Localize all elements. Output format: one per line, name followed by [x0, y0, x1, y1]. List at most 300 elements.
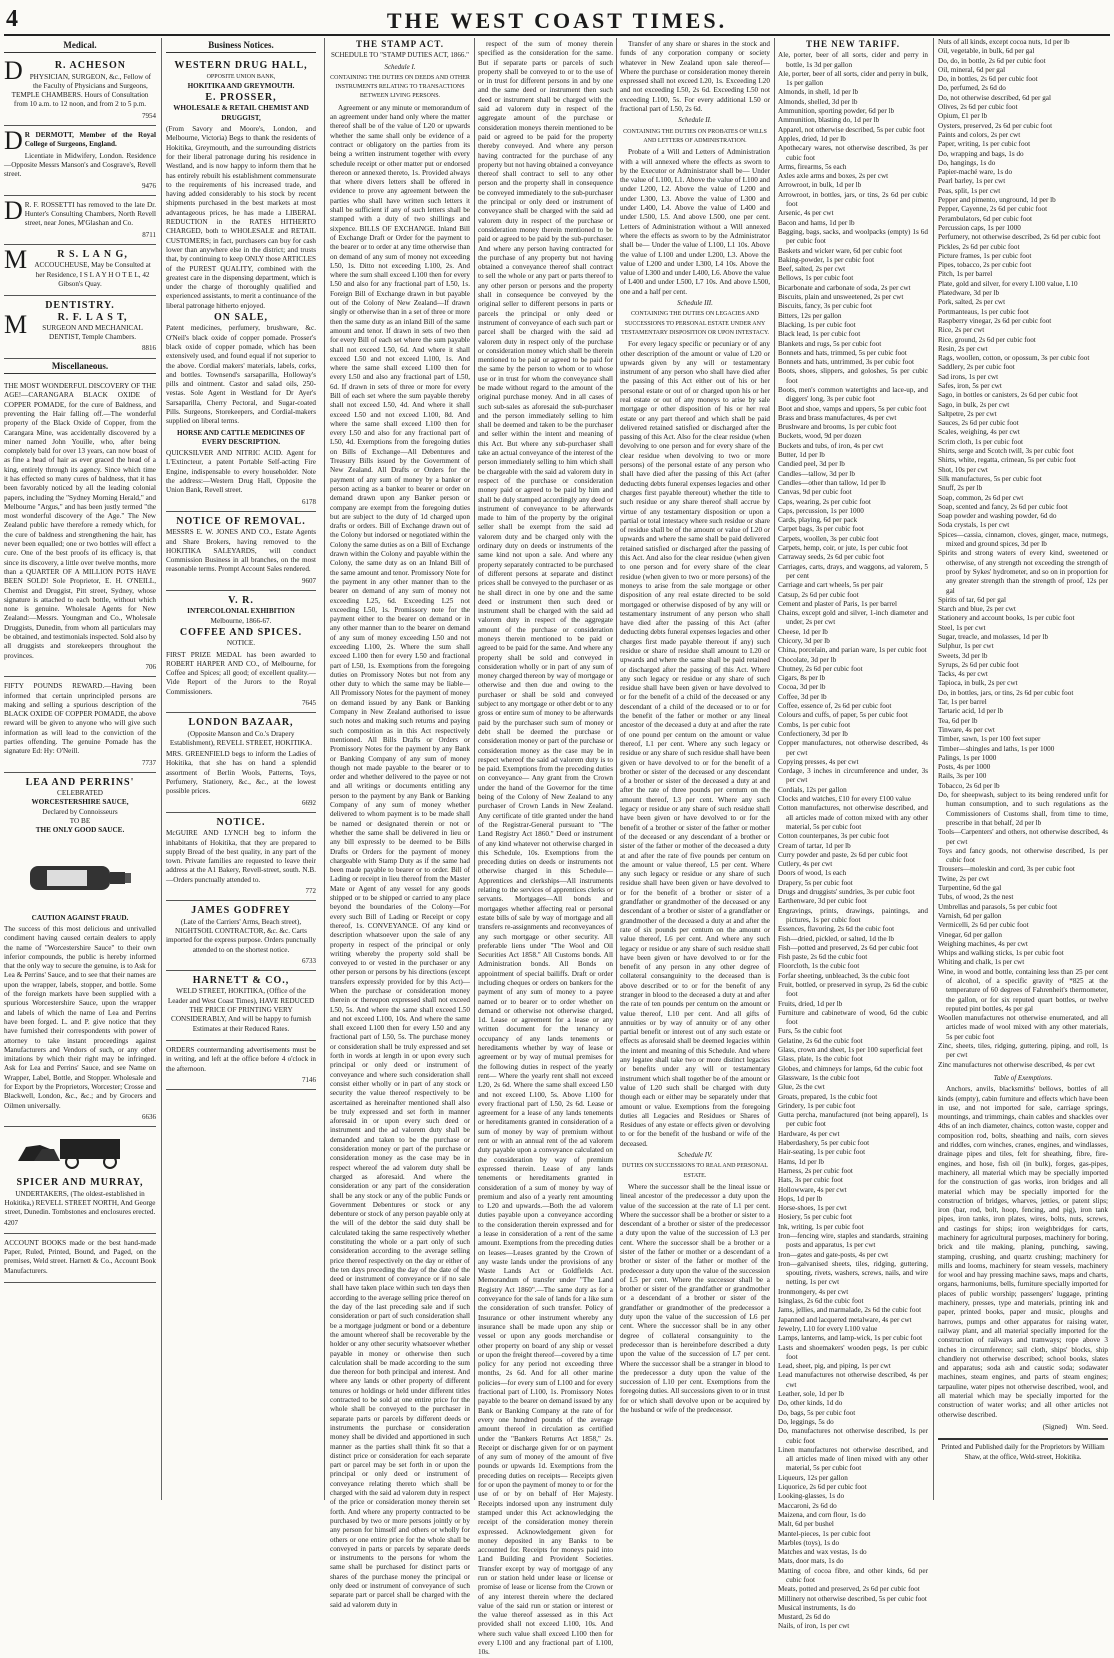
tariff-item: Hardware, 4s per cwt	[778, 1129, 840, 1138]
tariff-item: Tubs, of wood, 2s the nest	[938, 893, 1014, 902]
column-new-tariff	[778, 38, 928, 1631]
ad-title: NOTICE OF REMOVAL.	[176, 515, 306, 527]
tariff-item: Do, wrapping and bags, 1s do	[938, 149, 1024, 158]
tariff-item: Forfar sheeting, unbleached, 3s the cubic foot	[778, 971, 910, 980]
tariff-item: Twine, 2s per cwt	[938, 874, 989, 883]
tariff-item: Soap powder and washing powder, 6d do	[938, 512, 1057, 521]
tariff-item: Pearl barley, 1s per cwt	[938, 177, 1006, 186]
ad-subtitle: Declared by Connoisseurs	[42, 807, 118, 816]
tariff-item: Rice, ground, 2s 6d per cubic foot	[938, 335, 1036, 344]
tariff-item: Carriage and cart wheels, 5s per pair	[778, 581, 884, 590]
tariff-item: Perambulators, 6d per cubic foot	[938, 214, 1033, 223]
column-rule	[161, 38, 162, 1500]
tariff-item: Catsup, 2s 6d per cubic foot	[778, 590, 859, 599]
tariff-item: Bacon and hams, 1d per lb	[778, 218, 855, 227]
tariff-item: Do, not otherwise described, 6d per gal	[938, 93, 1051, 102]
tariff-item: Brushware and brooms, 1s per cubic foot	[778, 423, 897, 432]
ad-body: UNDERTAKERS, (The oldest-established in Hokitika,) REVELL STREET NORTH, And George street, Dunedin. Tombstones and enclosures erected.	[4, 1189, 156, 1217]
tariff-item: Buckets, wood, 9d per dozen	[778, 432, 862, 441]
tariff-item: Fruit, bottled, or preserved in syrup, 2s 6d the cubic foot	[778, 980, 928, 999]
tariff-item: Fish—dried, pickled, or salted, 1d the lb	[778, 934, 894, 943]
tariff-item: Ale, porter, beer of all sorts, cider and perry in bottle, 1s 3d per gallon	[778, 51, 928, 69]
tariff-item: Apparel, not otherwise described, 5s per cubic foot	[778, 125, 925, 134]
tariff-item: Carpet bags, 3s per cubic foot	[778, 525, 864, 534]
tariff-item: Perfumery, not otherwise described, 2s 6d per cubic foot	[938, 233, 1101, 242]
tariff-item: Cocoa, 3d per lb	[778, 683, 826, 692]
tariff-item: Do, perfumed, 2s 6d do	[938, 84, 1006, 93]
tariff-item: Bitters, 12s per gallon	[778, 311, 842, 320]
horse-heading: HORSE AND CATTLE MEDICINES OF EVERY DESCRIPTION.	[176, 428, 306, 446]
newspaper-title: THE WEST COAST TIMES.	[386, 8, 728, 33]
tariff-item: Carpets, hemp, coir, or jute, 1s per cubic foot	[778, 544, 908, 553]
ad-body: (Late of the Carriers' Arms, Beach street), NIGHTSOIL CONTRACTOR, &c. &c. Carts imported for the express purpose. Orders punctually attended to on the shortest notice.	[166, 917, 316, 954]
ad-title: V. R.	[228, 595, 254, 607]
tariff-item: Chocolate, 3d per lb	[778, 655, 837, 664]
tariff-item: Carpets, woollen, 3s per cubic foot	[778, 534, 879, 543]
tariff-item: Ammunition, sporting powder, 6d per lb	[778, 107, 895, 116]
tariff-item: Glass, crown and sheet, 1s per 100 superficial feet	[778, 1046, 923, 1055]
ad-body: MESSRS E. W. JONES AND CO., Estate Agents and Share Brokers, having removed to the HOKITIKA SALEYARDS, will conduct Commission Business in all branches, on the most reasonable terms. Prompt Account Sales rendered.	[166, 528, 316, 574]
tariff-item: Turpentine, 6d the gal	[938, 884, 1002, 893]
ad-subtitle: NOTICE.	[226, 639, 256, 648]
tariff-item: Fish—potted and preserved, 2s 6d per cubic foot	[778, 943, 919, 952]
tariff-item: Weighing machines, 4s per cwt	[938, 939, 1028, 948]
tariff-item: Toys and fancy goods, not otherwise described, 1s per cubic foot	[938, 846, 1108, 865]
ad-godfrey	[166, 901, 316, 971]
ad-notice-of-removal	[166, 512, 316, 591]
ad-mcguire-lynch	[166, 813, 316, 901]
tariff-item: Spices—cassia, cinnamon, cloves, ginger, mace, nutmegs, mixed and ground spices, 3d per lb	[938, 530, 1108, 549]
ad-body: (Opposite Manson and Co.'s Drapery Establishment), REVELL STREET, HOKITIKA.	[169, 729, 313, 747]
tariff-item: Safes, iron, 5s per cwt	[938, 381, 1002, 390]
ad-body: (From Savory and Moore's, London, and Melbourne, Victoria) Begs to thank the residents of Hokitika, Greymouth, and the surrounding districts for their liberal patronage during his residence in Westland, and is now happy to inform them that he has entirely rebuilt his establishment commensurate to the requirements of his increased trade, and having added considerably to his stock by recent shipments purchased in the best markets at most advantageous prices, he has made a LIBERAL REDUCTION in the RATES HITHERTO CHARGED, both to WHOLESALE and RETAIL CUSTOMERS; in fact, purchasers can buy for cash lower than anywhere else in the district; and trusts that, by continuing to keep ONLY those ARTICLES of the PUREST QUALITY, combined with the greatest care in the dispensing department, which is under the charge of thoroughly qualified and experienced assistants, to merit a continuance of the liberal patronage hitherto enjoyed.	[166, 125, 316, 310]
tariff-item: Lead manufactures not otherwise described, 4s per cwt	[778, 1371, 928, 1389]
tariff-item: Umbrellas and parasols, 5s per cubic foot	[938, 902, 1058, 911]
tariff-item: Candles—other than tallow, 1d per lb	[778, 478, 886, 487]
ad-london-bazaar	[166, 713, 316, 813]
tariff-item: Scrim cloth, 1s per cubic foot	[938, 437, 1024, 446]
tariff-item: Sago, in bottles or canisters, 2s 6d per cubic foot	[938, 391, 1078, 400]
ad-title: SPICER AND MURRAY,	[16, 1177, 144, 1189]
ad-subtitle: HOKITIKA AND GREYMOUTH.	[187, 81, 295, 90]
tariff-item: Palings, 1s per 1000	[938, 753, 997, 762]
ad-subtitle: TO BE	[69, 817, 91, 826]
ad-dermott	[4, 126, 156, 196]
ad-title: R. F. L A S T,	[57, 311, 128, 323]
column-rule	[933, 38, 934, 1500]
tariff-item: Pork, salted, 2s per cwt	[938, 298, 1006, 307]
ad-code: 772	[305, 887, 316, 896]
tariff-item: Sweets, 3d per lb	[938, 651, 988, 660]
tariff-item: Tartaric acid, 1d per lb	[938, 707, 1004, 716]
tariff-item: Bagging, bags, sacks, and woolpacks (empty) 1s 6d per cubic foot	[778, 227, 928, 246]
tariff-item: Papier-maché ware, 1s do	[938, 168, 1013, 177]
tariff-item: Beef, salted, 2s per cwt	[778, 265, 846, 274]
tariff-item: Saltpetre, 2s per cwt	[938, 409, 997, 418]
tariff-item: Carraway seeds, 2s 6d per cubic foot	[778, 553, 884, 562]
ad-code: 9476	[142, 181, 156, 190]
tariff-item: Baskets and wicker ware, 6d per cubic foot	[778, 246, 903, 255]
ad-rossetti	[4, 196, 156, 245]
tariff-item: Grindery, 1s per cubic foot	[778, 1101, 856, 1110]
tariff-item: Copying presses, 4s per cwt	[778, 757, 859, 766]
page-number: 4	[6, 6, 18, 32]
article-body: Probate of a Will and Letters of Administration with a will annexed where the effects as sworn to by the Executor or Administrator shall be— Under the value of L100, L1. Above the value of L100 and under L200, L2. Above the value of L200 and under L300, L3. Above the value of L300 and under L400, L4. Above the value of L400 and under L500, L5. And above L500, one per cent. Letters of Administration without a Will annexed where the effects as sworn to by the Administrator shall be— Under the value of L100, L1 10s. Above the value of L100 and under L200, L3. Above the value of L200 and under L300, L4 10s. Above the value of L300 and under L400, L6. Above the value of L400 and under L500, L7 10s. And above L500, one and a half per cent.	[620, 148, 770, 296]
tariff-item: Cream of tartar, 1d per lb	[778, 841, 851, 850]
ad-lang	[4, 245, 156, 296]
tariff-item: Canvas, 9d per cubic foot	[778, 488, 852, 497]
column-schedules	[620, 38, 770, 1500]
ad-body: WELD STREET, HOKITIKA, (Office of the Leader and West Coast Times), HAVE REDUCED THE PRICE OF PRINTING VERY CONSIDERABLY, And will be happy to furnish Estimates at their Reduced Rates.	[167, 987, 315, 1033]
drop-cap: M	[4, 309, 28, 339]
tariff-item: Whiting and chalk, 1s per cwt	[938, 958, 1025, 967]
tariff-item: Cheese, 1d per lb	[778, 627, 828, 636]
ad-subtitle: WORCESTERSHIRE SAUCE,	[31, 798, 129, 807]
ad-body: MRS. GREENFIELD begs to inform the Ladies of Hokitika, that she has on hand a splendid assortment of Berlin Wools, Patterns, Toys, Perfumery, Stationery, &c., &c., at the lowest possible prices.	[166, 750, 316, 796]
tariff-item: Candles—tallow, 3d per lb	[778, 469, 855, 478]
ad-body: ACCOUCHEUSE, May be Consulted at her Residence, I S L A Y H O T E L, 42 Gibson's Quay.	[34, 261, 151, 288]
tariff-item: Scales, weighing, 4s per cwt	[938, 428, 1020, 437]
tariff-item: Lead, sheet, pig, and piping, 1s per cwt	[778, 1362, 891, 1371]
tariff-item: Cotton counterpanes, 3s per cubic foot	[778, 832, 889, 841]
tariff-item: Tea, 6d per lb	[938, 716, 978, 725]
column-business-notices	[166, 38, 316, 1500]
tariff-item: Drugs and druggists' sundries, 3s per cubic foot	[778, 888, 915, 897]
tariff-item: Sugar, treacle, and molasses, 1d per lb	[938, 633, 1049, 641]
ad-body: FIFTY POUNDS REWARD.—Having been informed that certain unprincipled persons are making and selling a spurious description of the BLACK OXIDE OF COPPER POMADE, the above reward will be given to anyone who will give such information as will lead to the conviction of the parties offending. The genuine Pomade has the signature Ed: Hy: O'Neill.	[4, 682, 156, 756]
tariff-item: Rags, woollen, cotton, or opossum, 3s per cubic foot	[938, 354, 1090, 363]
ad-account-books	[4, 1234, 156, 1283]
drop-cap: D	[4, 126, 23, 156]
tariff-item: Soap, scented and fancy, 2s 6d per cubic foot	[938, 502, 1068, 511]
tariff-item: Tapioca, in bulk, 2s per cwt	[938, 679, 1018, 688]
section-heading-business: Business Notices.	[166, 38, 316, 53]
tariff-item: Jewelry, L10 for every L100 value	[778, 1324, 878, 1333]
tariff-item: Oil, vegetable, in bulk, 6d per gal	[938, 47, 1035, 56]
tariff-item: Biscuits, fancy, 3s per cubic foot	[778, 302, 872, 311]
tariff-item: Cards, playing, 6d per pack	[778, 516, 858, 525]
column-medical	[4, 38, 156, 1500]
tariff-item: Matches and wax vestas, 1s do	[778, 1548, 867, 1557]
tariff-item: Syrups, 2s 6d per cubic foot	[938, 660, 1019, 669]
tariff-item: Cordage, 3 inches in circumference and under, 3s per cwt	[778, 767, 928, 785]
ad-code: 706	[145, 662, 156, 671]
tariff-item: Picture frames, 1s per cubic foot	[938, 251, 1032, 260]
ad-pomade	[4, 377, 156, 677]
ad-subtitle: OPPOSITE UNION BANK,	[206, 73, 276, 80]
tariff-item: Marbles (toys), 1s do	[778, 1538, 840, 1547]
tariff-item: Brass and brass manufactures, 4s per cwt	[778, 413, 897, 422]
tariff-item: Curry powder and paste, 2s 6d per cubic foot	[778, 850, 908, 859]
tariff-item: Isinglass, 2s 6d the cubic foot	[778, 1297, 864, 1306]
tariff-item: Bonnets and hats, trimmed, 5s per cubic foot	[778, 348, 907, 357]
ad-lea-perrins	[4, 773, 156, 1127]
tariff-item: Hats, 3s per cubic foot	[778, 1176, 843, 1185]
tariff-item: Matting of cocoa fibre, and other kinds, 6d per cubic foot	[778, 1566, 928, 1584]
ad-title: WESTERN DRUG HALL,	[174, 60, 308, 72]
ad-title: COFFEE AND SPICES.	[179, 626, 303, 638]
tariff-item: Sago, in bulk, 2s per cwt	[938, 400, 1010, 409]
ad-body: ORDERS countermanding advertisements must be in writing, and left at the office before 4 o'clock in the afternoon.	[166, 1045, 316, 1073]
tariff-item: Oysters, preserved, 2s 6d per cubic foot	[938, 121, 1053, 130]
tariff-item: Mustard, 2s 6d do	[778, 1613, 830, 1622]
sauce-bottle-illustration	[25, 840, 135, 910]
ad-body: Licentiate in Midwifery, London. Residence—Opposite Messrs Manson's and Cosgrave's, Revell street.	[4, 151, 156, 179]
tariff-item: Tinware, 4s per cwt	[938, 725, 995, 734]
article-body: respect of the sum of money therein specified as the consideration for the same. But if separate parts or parcels of such property shall be conveyed to or to the use of or in trust for different persons in and by one and the same deed or instrument then such deed or instrument shall be charged with the said ad valorem duty in respect of the aggregate amount of the purchase or consideration moneys therein mentioned to be paid or agreed to be paid for the property thereby conveyed. And where any person having contracted for the purchase of any property but not having obtained a conveyance thereof shall contract to sell to any other person and the property shall in consequence be conveyed immediately to the sub-purchaser the principal or only deed or instrument of conveyance shall be charged with the said ad valorem duty in respect of the purchase or consideration money therein mentioned to be paid or agreed to be paid by the sub-purchaser. And where any person having contracted for the purchase of any property but not having obtained a conveyance thereof shall contract to sell the whole or any part or parts thereof to any other person or persons and the property shall in consequence be conveyed by the original seller to different persons in parts or parcels the principal or only deed or instrument of conveyance of each such part or parcel shall be charged with the said ad valorem duty in respect only of the purchase or consideration money which shall be therein mentioned to be paid or agreed to be paid for the same by the person to whom or to whose use or in trust for whom the conveyance shall be made without regard to the amount of the original purchase money. And in all cases of such sub-sales as aforesaid the sub-purchaser and the person immediately selling to him shall be deemed and taken to be the purchaser and seller within the intent and meaning of this Act. But where any sub-purchaser shall take an actual conveyance of the interest of the person immediately selling to him which shall be chargeable with the said ad valorem duty in respect of the purchase or consideration money paid or agreed to be paid by him and shall be duly stamped accordingly any deed or instrument of conveyance to be afterwards made to him of the property by the original seller shall be exempt from the said ad valorem duty and be charged only with the ordinary duty on deeds or instruments of the same kind not upon a sale. And where any property separately contracted to be purchased of different persons at separate and distinct prices shall be conveyed to the purchaser or as he shall direct in one by one and the same deed or instrument then such deed or instrument shall be charged with the said ad valorem duty in respect of the aggregate amount of the purchase or consideration moneys therein mentioned to be paid or agreed to be paid for the same. And where any property shall be sold and conveyed in consideration wholly or in part of any sum of money charged thereon by way of mortgage or otherwise and then due and owing to the purchaser or shall be sold and conveyed subject to any mortgage or other debt or to any gross or entire sum of money to be afterwards paid by the purchaser such sum of money or debt shall be deemed the purchase or consideration money or part of the purchase or consideration money as the case may be in respect whereof the said ad valorem duty is to be paid. Exemptions from the preceding duties on conveyance— Any grant from the Crown under the hand of the Governor for the time being of the Colony of New Zealand to any purchaser of Crown Lands in New Zealand. Any certificate of title granted under the hand of the Registrar-General pursuant to "The Land Registry Act 1860." Deed or instrument of any kind whatever not otherwise charged in this Schedule, 10s. Exemptions from the preceding duties on deeds or instruments not otherwise charged in this Schedule— Apprentices and clerkships—All instruments relating to the services of apprentices clerks or servants. Mortgages—All bonds and mortgages whether affecting real or personal estate bills of sale by way of mortgage and all transfers re-assignments and reconveyances of any such mortgage or other security. All preferable liens under "The Wool and Oil Securities Act 1858." All Customs bonds. All Administration bonds. All Bonds on appointment of special bailiffs. Draft or order including cheques or orders on bankers for the payment of any sum of money to a payee named or to bearer or to order whether on demand or otherwise not otherwise charged, 1d. Lease or agreement for a lease or any written document for the tenancy or occupancy of any lands tenements or hereditaments whether by way of lease or agreement or by way of mutual premises for the following duties in respect of the yearly rent— Where the yearly rent shall not exceed L20, 2s 6d. Where the same shall exceed L50 and not exceed L100, 5s. Above L100 for every fractional part of L50, 2s 6d. Lease or agreement for a lease of any lands tenements or hereditaments granted in consideration of a sum of money by way of premium without rent or with an annual rent of the ad valorem duty payable upon a conveyance calculated on the consideration by way of premium expressed therein. Lease of any lands tenements or hereditaments granted in consideration of a sum of money by way of premium and also of a yearly rent amounting to L20 and upwards.—Both the ad valorem duties payable upon a conveyance according to the consideration therein expressed and for a lease in consideration of a rent of the same amount. Exemptions from the preceding duties on leases—Leases granted by the Crown of any waste lands under the provisions of any Waste Lands Act or Goldfields Act. Memorandum of transfer under "The Land Registry Act 1860".—The same duty as for a conveyance for the sale of lands for a like sum the consideration of such transfer. Policy of Insurance or other instrument whereby any insurance shall be made upon any ship or vessel or upon any goods merchandise or other property on board of any ship or vessel or upon the freight thereof—covered by a time policy for any period not exceeding three months, 2s 6d. And for all other marine policies—for every sum of L100 and for every fractional part of L100, 1s. Promissory Notes payable to the bearer on demand issued by any Bank or Banking Company at the rate of for every one hundred pounds of the average amount thereof in circulation as certified under the "Bankers Returns Act 1858," 2s. Receipt or discharge given for or on payment of any sum of money of the amount of five pounds or upwards 1d. Exemptions from the preceding duties on receipts— Receipts given for or upon the payment of money to or for the use of or by on behalf of Her Majesty. Receipts indorsed upon any instrument duly stamped under this Act acknowledging the receipt of the consideration money therein expressed. Acknowledgement given for money deposited in any Banks to be accounted for. Receipts for moneys paid into Land Building and Provident Societies. Transfer except by way of mortgage of any run or station held under lease or license or promise of lease or license from the Crown or of any interest therein where the declared value of the said run or station or interest or the value thereof assessed as in this Act provided shall not exceed L100, 10s. And where such value shall exceed L100 then for every L100 and any fractional part of L100, 10s.	[478, 40, 613, 1657]
tariff-item: Pepper and pimento, unground, 1d per lb	[938, 196, 1056, 205]
tariff-item: Liquorice, 2s 6d per cubic foot	[778, 1483, 867, 1492]
tariff-item: Do, manufactures not otherwise described, 1s per cubic foot	[778, 1427, 928, 1445]
tariff-item: Pepper, Cayenne, 2s 6d per cubic foot	[938, 205, 1048, 214]
tariff-item: Glass, plate, 1s the cubic foot	[778, 1055, 863, 1064]
tariff-item: Steel, 1s per cwt	[938, 623, 986, 632]
tariff-item: Shot, 10s per cwt	[938, 465, 988, 474]
tariff-item: Arsenic, 4s per cwt	[778, 209, 834, 218]
tariff-item: Glassware, 1s the cubic foot	[778, 1073, 860, 1082]
tariff-item: Doors of wood, 1s each	[778, 869, 847, 878]
tariff-item: Pickles, 2s 6d per cubic foot	[938, 242, 1020, 251]
ad-body: Patent medicines, perfumery, brushware, &c. O'Neil's black oxide of copper pomade. Prosser's black oxide of copper pomade, which has been extensively used, and found equal if not superior to the above. Cordial makers' materials, labels, corks, and bottles. Townsend's sarsaparilla, Holloway's pills and ointment. Castor and salad oils, 250-vestas. Sole Agent in Westland for Dr Ayer's Sarsaparilla, Cherry Pectoral, and Sugar-coated Pills. Surgeons, Storekeepers, and Cordial-makers supplied on liberal terms.	[166, 324, 316, 426]
column-tariff-continued	[938, 38, 1108, 1500]
tariff-item: Pitch, 1s per barrel	[938, 270, 993, 279]
tariff-item: Coffee, 3d per lb	[778, 692, 827, 701]
tariff-item: Blacking, 1s per cubic foot	[778, 320, 856, 329]
tariff-item: Apothecary wares, not otherwise described, 3s per cubic foot	[778, 144, 928, 162]
ad-coffee-spices	[166, 591, 316, 713]
ad-code: 7146	[302, 1075, 316, 1084]
tariff-item: Nuts of all kinds, except cocoa nuts, 1d per lb	[938, 38, 1070, 46]
tariff-item: Linen manufactures not otherwise described, and all articles made of linen mixed with any other material, 5s per cubic foot	[778, 1445, 928, 1473]
ad-subtitle: INTERCOLONIAL EXHIBITION	[187, 607, 295, 616]
tariff-item: Caps, wearing, 2s per cubic foot	[778, 497, 871, 506]
tariff-item: Pipes, tobacco, 2s per cubic foot	[938, 261, 1032, 270]
tariff-item: Combs, 1s per cubic foot	[778, 720, 851, 729]
tariff-item: Resin, 2s per cwt	[938, 344, 988, 353]
tariff-item: Do, other kinds, 1d do	[778, 1399, 843, 1408]
column-stamp-act	[330, 38, 470, 1609]
tariff-item: Woollen manufactures not otherwise enumerated, and all articles made of wool mixed with any other materials, 5s per cubic foot	[938, 1014, 1108, 1041]
tariff-item: Glue, 2s the cwt	[778, 1083, 825, 1092]
tariff-item: Hams, 1d per lb	[778, 1157, 824, 1166]
tariff-item: Saddlery, 2s per cubic foot	[938, 363, 1015, 372]
tariff-item: Hosiery, 5s per cubic foot	[778, 1213, 852, 1222]
tariff-item: Raspberry vinegar, 2s 6d per cubic foot	[938, 316, 1052, 325]
tariff-item: Zinc manufactures not otherwise described, 4s per cwt	[938, 1060, 1095, 1069]
tariff-item: Boots, shoes, slippers, and goloshes, 5s per cubic foot	[778, 367, 928, 385]
tariff-item: Leather, sole, 1d per lb	[778, 1390, 844, 1399]
tariff-item: Black lead, 1s per cubic foot	[778, 330, 861, 339]
tariff-item: Shirts, white, regatta, crimean, 5s per cubic foot	[938, 456, 1076, 465]
tariff-item: Carriages, carts, drays, and waggons, ad valorem, 5 per cent	[778, 562, 928, 580]
ad-acheson	[4, 56, 156, 126]
tariff-list	[778, 51, 928, 1631]
drop-cap: D	[4, 195, 23, 225]
masthead	[0, 0, 1114, 38]
tariff-item: Hair-seating, 1s per cubic foot	[778, 1148, 866, 1157]
tariff-item: Portmanteaus, 1s per cubic foot	[938, 307, 1029, 316]
tariff-item: Ammunition, blasting do, 1d per lb	[778, 116, 880, 125]
ad-code: 6692	[302, 798, 316, 807]
masthead-rule	[4, 34, 1110, 36]
tariff-item: Globes, and chimneys for lamps, 6d the cubic foot	[778, 1064, 923, 1073]
tariff-item: Peas, split, 1s per cwt	[938, 186, 1001, 195]
tariff-item: Rice, 2s per cwt	[938, 326, 985, 335]
tariff-item: Plate, gold and silver, for every L100 value, L10	[938, 279, 1078, 288]
article-title: THE STAMP ACT.	[356, 39, 444, 49]
tariff-item: Sad irons, 1s per cwt	[938, 372, 999, 381]
ad-orders	[166, 1041, 316, 1090]
tariff-item: Paper, writing, 1s per cubic foot	[938, 140, 1031, 149]
tariff-item: Arrowroot, in bulk, 1d per lb	[778, 181, 862, 190]
tariff-item: Earthenware, 3d per cubic foot	[778, 897, 867, 906]
ad-spicer-murray	[4, 1173, 156, 1233]
ad-code: 6636	[142, 1112, 156, 1121]
tariff-item: Shirts, serge and Scotch twill, 3s per cubic foot	[938, 447, 1074, 456]
schedule-description: DUTIES ON SUCCESSIONS TO REAL AND PERSONAL ESTATE.	[622, 1163, 768, 1179]
tariff-item: Iron—fencing wire, staples and standards, straining posts and apparatus, 1s per cwt	[778, 1232, 928, 1250]
tariff-item: Meats, potted and preserved, 2s 6d per cubic foot	[778, 1585, 920, 1594]
ad-title: LONDON BAZAAR,	[188, 717, 294, 729]
tariff-item: Maizena, and corn flour, 1s do	[778, 1510, 866, 1519]
tariff-item: Japanned and lacquered metalware, 4s per cwt	[778, 1315, 912, 1324]
tariff-item: Furniture and cabinetware of wood, 6d the cubic foot	[778, 1008, 928, 1027]
tariff-item: Timber—shingles and laths, 1s per 1000	[938, 744, 1055, 753]
ad-subtitle: THE ONLY GOOD SAUCE.	[35, 826, 125, 835]
tariff-item: Oil, mineral, 6d per gal	[938, 65, 1006, 74]
tariff-item: Buckets and tubs, of iron, 4s per cwt	[778, 441, 884, 450]
tariff-item: Blankets and rugs, 5s per cubic foot	[778, 339, 882, 348]
ad-title: DENTISTRY.	[45, 300, 115, 312]
tariff-item: Do, bags, 5s per cubic foot	[778, 1408, 856, 1417]
ad-code: 9607	[302, 576, 316, 585]
ad-title: NOTICE.	[216, 816, 266, 828]
tariff-item: Groats, prepared, 1s the cubic foot	[778, 1092, 878, 1101]
tariff-item: Vinegar, 6d per gallon	[938, 930, 1002, 939]
article-body: Where the successor shall be the lineal issue or lineal ancestor of the predecessor a duty upon the value of the succession at the rate of L1 per cent. Where the successor shall be a brother or sister to a descendant of a brother or sister of the predecessor a duty upon the value of the succession of L3 per cent. Where the successor shall be a brother or a sister of the father or mother or a descendant of a brother or sister of the father or mother of the predecessor a duty upon the value of the succession of L5 per cent. Where the successor shall be a brother or sister of the grandfather or grandmother or a descendant of a brother or sister of the grandfather or grandmother of the predecessor a duty upon the value of the succession of L6 per cent. Where the successor shall be in any other degree of collateral consanguinity to the predecessor than is hereinbefore described a duty upon the value of the succession of L7 per cent. Where the successor shall be a stranger in blood to the predecessor a duty upon the value of the succession of L10 per cent. Exemptions from the foregoing duties. All successions given to or in trust for or which shall devolve upon or be acquired by the husband or wife of the predecessor.	[620, 1182, 770, 1415]
tariff-item: Harness, 2s per cubic foot	[778, 1166, 853, 1175]
tariff-item: China, porcelain, and parian ware, 1s per cubic foot	[778, 646, 927, 655]
drop-cap: D	[4, 56, 23, 86]
tariff-item: Colours and cuffs, of paper, 5s per cubic foot	[778, 711, 908, 720]
tariff-item: Nails, of iron, 1s per cwt	[778, 1622, 850, 1631]
tariff-item: Haberdashery, 5s per cubic foot	[778, 1139, 870, 1148]
tariff-item: Chicory, 3d per lb	[778, 637, 830, 645]
tariff-item: Boots, men's common watertights and lace-up, and diggers' long, 3s per cubic foot	[778, 385, 928, 404]
tariff-item: Millinery not otherwise described, 5s per cubic foot	[778, 1594, 927, 1603]
ad-title: R S. L A N G,	[57, 249, 128, 261]
ad-body: PHYSICIAN, SURGEON, &c., Fellow of the Faculty of Physicians and Surgeons, TEMPLE CHAMBERS. Hours of Consultation from 10 a.m. to 12 noon, and from 2 to 5 p.m.	[11, 72, 152, 109]
ad-code: 8711	[142, 230, 156, 239]
tariff-item: Caps, percussion, 1s per 1000	[778, 506, 864, 515]
tariff-item: Malt, 6d per bushel	[778, 1520, 834, 1529]
ad-code: 7737	[142, 758, 156, 767]
tariff-item: Spirits and strong waters of every kind, sweetened or otherwise, of any strength not exceeding the strength of proof by Sykes' hydrometer, and so on in proportion for any greater strength than the strength of proof, 12s per gal	[938, 549, 1108, 595]
tariff-item: Furs, 5s the cubic foot	[778, 1027, 843, 1036]
tariff-list	[938, 38, 1108, 1070]
tariff-item: Sauces, 2s 6d per cubic foot	[938, 419, 1019, 428]
tariff-item: Do, in bottles, jars, or tins, 2s 6d per cubic foot	[938, 688, 1074, 697]
ad-code: 8816	[142, 344, 156, 353]
tariff-item: Biscuits, plain and unsweetened, 2s per cwt	[778, 293, 904, 302]
tariff-item: Snuff, 2s per lb	[938, 484, 983, 493]
tariff-item: Cordials, 12s per gallon	[778, 785, 847, 794]
tariff-item: Timber, sawn, 1s per 100 feet super	[938, 735, 1041, 744]
tariff-item: Stationery and account books, 1s per cubic foot	[938, 614, 1075, 623]
tariff-item: Arms, firearms, 5s each	[778, 162, 847, 171]
tariff-item: Almonds, shelled, 3d per lb	[778, 97, 858, 106]
ad-body: SURGEON AND MECHANICAL DENTIST, Temple Chambers.	[42, 323, 143, 342]
tariff-item: Bonnets and hats, untrimmed, 3s per cubic foot	[778, 358, 914, 367]
tariff-item: Confectionery, 3d per lb	[778, 729, 848, 738]
ad-body: FIRST PRIZE MEDAL has been awarded to ROBERT HARPER AND CO., of Melbourne, for Coffee and Spices; all good; of excellent quality.—Vide Report of the Jurors to the Royal Commissioners.	[166, 650, 316, 696]
ad-harnett	[166, 971, 316, 1041]
tariff-item: Starch and blue, 2s per cwt	[938, 605, 1016, 614]
tariff-item: Tools—Carpenters' and others, not otherwise described, 4s per cwt	[938, 828, 1108, 846]
tariff-item: Engravings, prints, drawings, paintings, and pictures, 1s per cubic foot	[778, 906, 928, 924]
tariff-item: Spirits of tar, 6d per gal	[938, 595, 1006, 604]
schedule-description: CONTAINING THE DUTIES ON DEEDS AND OTHER INSTRUMENTS RELATING TO TRANSACTIONS BETWEEN LIVING PERSONS.	[330, 74, 470, 100]
signed-name: Wm. Seed.	[1076, 1422, 1108, 1431]
tariff-item: Fruits, dried, 1d per lb	[778, 999, 843, 1008]
column-rule	[774, 38, 775, 1500]
ad-title: R. ACHESON	[54, 60, 126, 72]
column-rule	[616, 38, 617, 1500]
article-subtitle: SCHEDULE TO "STAMP DUTIES ACT, 1866."	[330, 51, 470, 60]
tariff-item: Boot and shoe, vamps and uppers, 5s per cubic foot	[778, 404, 927, 413]
tariff-item: Cigars, 8s per lb	[778, 674, 826, 683]
imprint: Printed and Published daily for the Proprietors by William Shaw, at the office, Weld-street, Hokitika.	[938, 1438, 1108, 1462]
article-body: Agreement or any minute or memorandum of an agreement under hand only where the matter thereof shall be of the value of L20 or upwards whether the same shall only be evidence of a contract or obligatory on the parties from its being a written instrument together with every schedule receipt or other matter put or endorsed thereon or annexed thereto, 1s. Provided always that where divers letters shall be offered in evidence to prove any agreement between the parties who shall have written such letters it shall be sufficient if any of such letters shall be stamped with a duty of two shillings and sixpence. BILLS OF EXCHANGE. Inland Bill of Exchange Draft or Order for the payment to the bearer or to order at any time otherwise than on demand of any sum of money not exceeding L50, 1s. Ditto not exceeding L100, 2s. And where the sum shall exceed L100 then for every L50 and also for any fractional part of L50, 1s. Foreign Bill of Exchange drawn in but payable out of the Colony of New Zealand—If drawn singly or otherwise than in a set of three or more then the same duty as an inland Bill of the same amount and tenor. If drawn in sets of two then for every Bill of each set where the sum payable shall not exceed L50, 6d. And where it shall exceed L50 and not exceed L100, 1s. And where the same shall exceed L100 then for every L50 and also any fractional part of L50, 6d. If drawn in sets of three or more for every Bill of each set where the sum payable thereby shall not exceed L50, 4d. And where it shall exceed L50 and not exceed L100, 8d. And where the same shall exceed L100 then for every L50 and also for any fractional part of L50, 4d. Exemptions from the foregoing duties on Bills of Exchange—All Debentures and Treasury Bills issued by the Government of New Zealand. All Drafts or Orders for the payment of any sum of money by a banker or person acting as a banker to bearer or order on demand drawn upon any Banker person or company are exempt from the foregoing duties but are subject to the duty of 1d charged upon drafts or orders. Bill of Exchange drawn out of the Colony but indorsed or negotiated within the Colony the same duties as on a Bill of Exchange drawn within the Colony and payable within the Colony, the same duty as on an Inland Bill of the same amount and tenor. Promissory Note for the payment in any other manner than to the bearer on demand of any sum of money not exceeding L25, 6d. Exceeding L25 not exceeding L50, 1s. Promissory note for the payment either to the bearer on demand or in any other manner than to the bearer on demand of any sum of money exceeding L50 and not exceeding L100, 2s. Where the sum shall exceed L100 then for every L50 and fractional part of L50, 1s. Exemptions from the foregoing duties on Promissory Notes but not from any other duty to which the same may be liable—All Promissory Notes for the payment of money on demand issued by any Bank or Banking Company in New Zealand authorised to issue such notes and making such returns and paying such composition as in this Act respectively mentioned. All Bills Drafts or Orders or Promissory Notes for the payment by any Bank or Banking Company of any sum of money though not made payable to the bearer or to order and whether delivered to the payee or not and all writings or documents entitling any person to the payment by any Bank or Banking Company of any sum of money whether delivered to whom payment is to be made shall be named or designated therein or not or whether the same shall be delivered in lieu or any bill expressly to be deemed to be Bills Drafts or Orders for the payment of money chargeable with Stamp Duty as if the same had been made payable to bearer or to order. Bill of Lading or receipt in lieu thereof from the Master Mate or Agent of any vessel for any goods shipped or to be shipped or carried to any place beyond the boundaries of the Colony—For every such Bill of Lading or Receipt or copy thereof, 1s. CONVEYANCE. Of any kind or description whatsoever upon the sale of any property in respect of the principal or only writing whereby the property sold shall be conveyed to or vested in the purchaser or any other person or persons by his directions (except transfers expressly provided for by this Act)— When the purchase or consideration money therein or thereupon expressed shall not exceed L50, 5s. And where the same shall exceed L50 and not exceed L100, 10s. And where the same shall exceed L100 then for every L50 and any fractional part of L50, 5s. The purchase money or consideration shall be truly expressed and set forth in words at length in or upon every such principal or only deed or instrument of conveyance and where such consideration shall consist either wholly or in part of any stock or security the value thereof respectively to be ascertained as hereinafter mentioned shall also be truly expressed and set forth in manner aforesaid in or upon every such deed or instrument and the ad valorem duty shall be demanded and taken to be the purchase or consideration money or part of the purchase or consideration money as the case may be in respect whereof the ad valorem duty shall be charged as aforesaid. And where the consideration or any part of the consideration shall be any stock or any of the public Funds or Government Debentures or stock or any debenture or stock of any person payable only at the will of the debtor the said duty shall be calculated taking the same respectively whether constituting the whole or a part only of such consideration according to the average selling price thereof respectively on the day or either of the ten days preceding the day of the date of the deed or instrument of conveyance or if no sale shall have taken place within such ten days then according to the average selling price thereof on the day of the last preceding sale and if such consideration or part of such consideration shall be a mortgage judgment or bond or a debenture the amount whereof shall be recoverable by the holder or any other security whatsoever whether payable in money or otherwise then such calculation shall be made according to the sum due thereon for both principal and interest. And where any lands or other property of different tenures or holdings or held under different titles contracted to be sold at one entire price for the whole shall be conveyed to the purchaser in separate parts or parcels by different deeds or instruments the purchase or consideration money shall be divided and apportioned in such manner as the parties shall think fit so that a distinct price or consideration for each separate part or parcel may be set forth in or upon the principal or only deed or instrument of conveyance relating thereto which shall be charged with the said ad valorem duty in respect of the price or consideration money therein set forth. And where any property contracted to be purchased by two or more persons jointly or by any person for himself and others or wholly for others or one entire price for the whole shall be conveyed in parts or parcels by separate deeds or instruments to the persons for whom the same shall be purchased for distinct parts or shares of the purchase money the principal or only deed or instrument of conveyance of such separate part or parcel shall be charged with the said ad valorem duty in	[330, 103, 470, 1609]
tariff-item: Varnish, 6d per gallon	[938, 911, 1002, 920]
tariff-item: Trousers—moleskin and cord, 3s per cubic foot	[938, 865, 1075, 874]
section-heading-miscellaneous: Miscellaneous.	[4, 359, 156, 374]
signed-label: (Signed)	[1042, 1422, 1068, 1431]
ad-dentistry	[4, 296, 156, 358]
tariff-item: Hollowware, 4s per cwt	[778, 1185, 847, 1194]
tariff-item: Do, hangings, 1s do	[938, 158, 996, 167]
tariff-item: Musical instruments, 1s do	[778, 1603, 856, 1612]
signature-line	[938, 1423, 1108, 1432]
exemptions-title: Table of Exemptions.	[993, 1073, 1053, 1082]
tariff-item: Cotton manufactures, not otherwise described, and all articles made of cotton mixed with any other material, 5s per cubic foot	[778, 804, 928, 831]
tariff-item: Bicarbonate and carbonate of soda, 2s per cwt	[778, 283, 911, 292]
tariff-item: Bellows, 1s per cubic foot	[778, 274, 854, 283]
schedule-title: Schedule III.	[677, 299, 713, 308]
ad-subtitle: CELEBRATED	[57, 789, 103, 798]
ad-reward	[4, 677, 156, 773]
section-heading-medical: Medical.	[4, 38, 156, 53]
tariff-item: Copper manufactures, not otherwise described, 4s per cwt	[778, 739, 928, 757]
ad-code: 6733	[302, 956, 316, 965]
tariff-item: Clocks and watches, £10 for every £100 value	[778, 795, 911, 804]
tariff-item: Almonds, in shell, 1d per lb	[778, 88, 859, 97]
tariff-item: Fish paste, 2s 6d the cubic foot	[778, 953, 868, 962]
tariff-item: Liqueurs, 12s per gallon	[778, 1473, 848, 1482]
tariff-item: Floorcloth, 1s the cubic foot	[778, 962, 860, 971]
tariff-item: Ale, porter, beer of all sorts, cider and perry in bulk, 1s per gallon	[778, 69, 928, 88]
tariff-item: Arrowroot, in bottles, jars, or tins, 2s 6d per cubic foot	[778, 190, 928, 209]
tariff-item: Iron—galvanised sheets, tiles, ridging, guttering, spouting, rivets, washers, screws, nails, and wire netting, 1s per cwt	[778, 1259, 928, 1287]
column-rule	[324, 38, 325, 1500]
tariff-item: Ironmongery, 4s per cwt	[778, 1287, 849, 1296]
tariff-item: Gelatine, 2s 6d the cubic foot	[778, 1036, 863, 1045]
ad-body: McGUIRE AND LYNCH beg to inform the inhabitants of Hokitika, that they are prepared to supply Bread of the best quality, in any part of the town. Private families are requested to leave their address at the A1 Bakery, Revell-street, south. N.B.—Orders punctually attended to.	[166, 829, 316, 884]
ad-title: R. F. ROSSETTI has removed to the late Dr. Hunter's Consulting Chambers, North Revell street, near Jones, M'Glashan and Co.	[24, 200, 156, 228]
tariff-item: Essences, flavoring, 2s 6d the cubic foot	[778, 925, 895, 934]
ad-title: HARNETT & CO.,	[192, 975, 290, 987]
column-rule	[474, 38, 475, 1500]
